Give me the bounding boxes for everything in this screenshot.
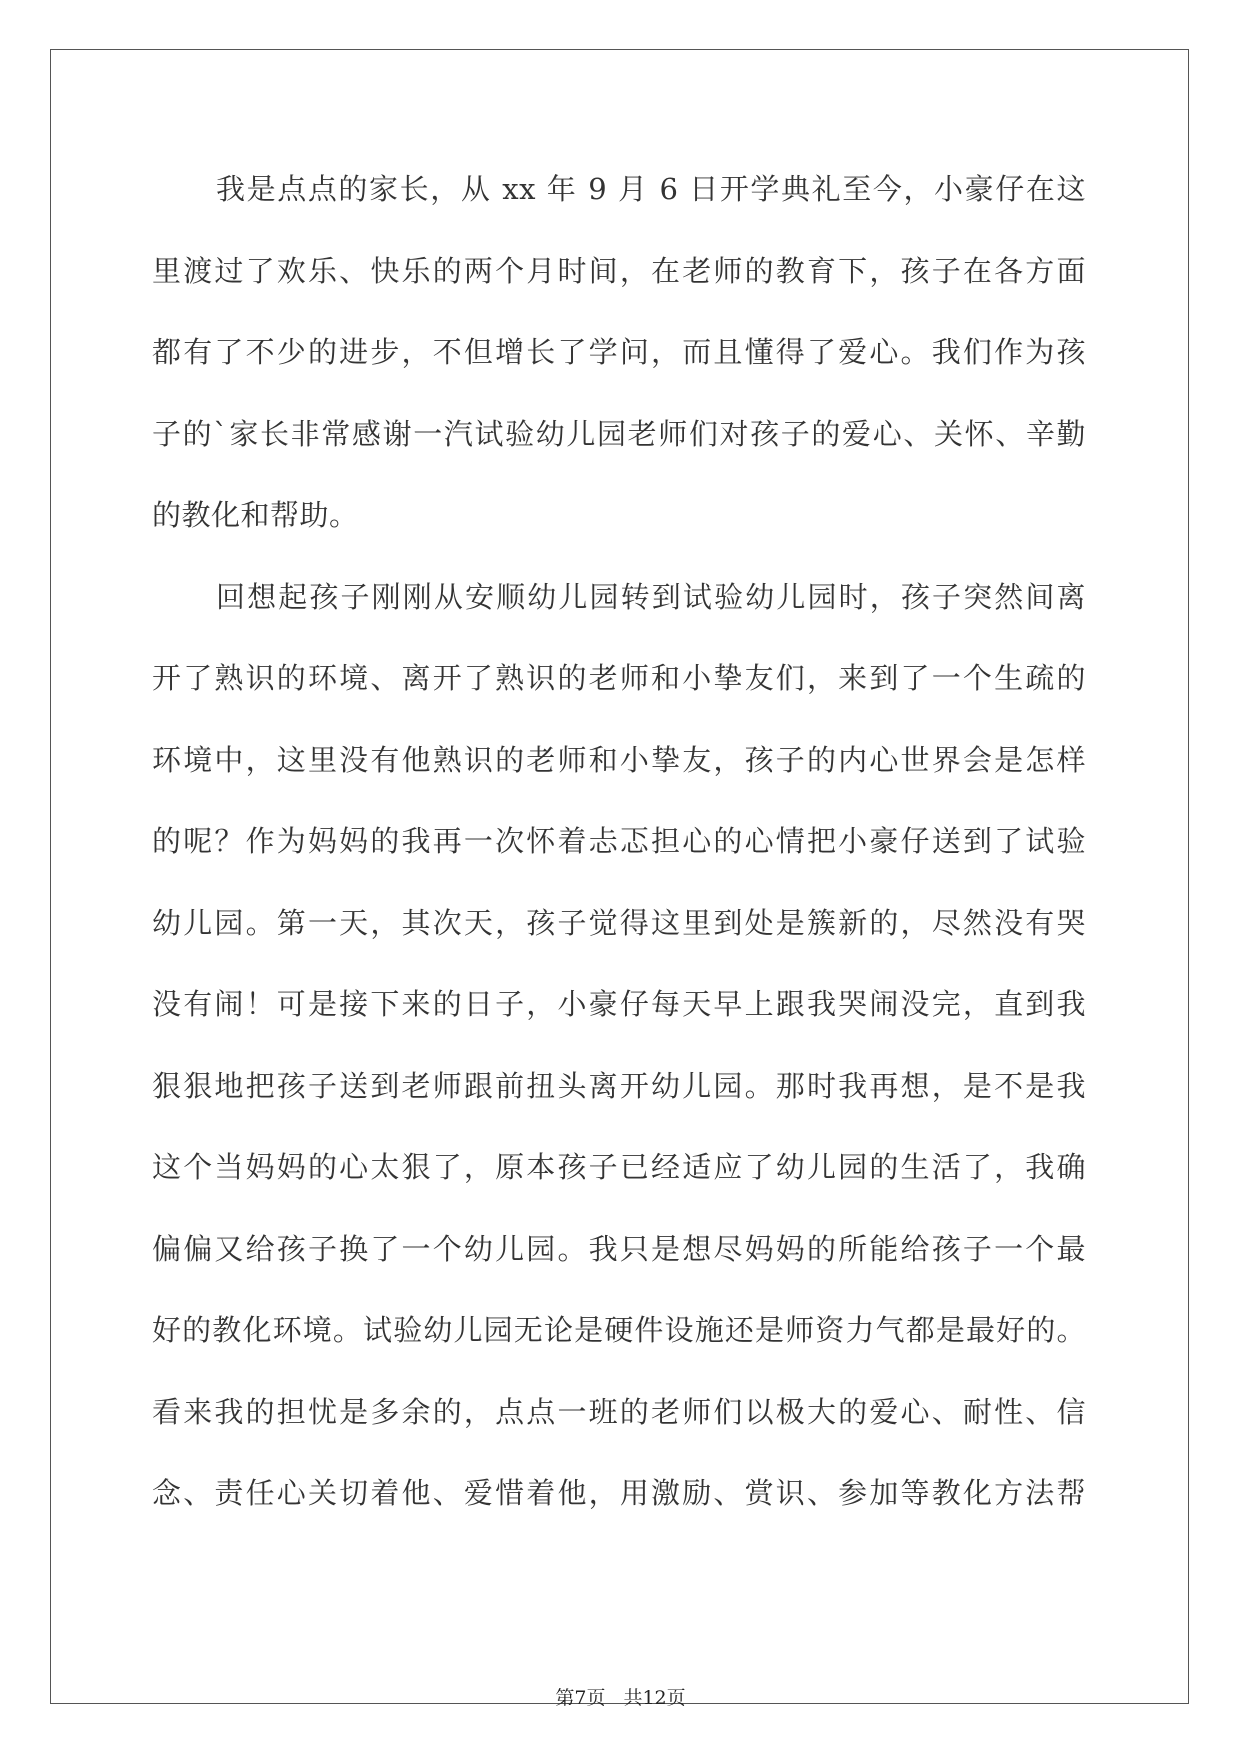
text-line: 幼儿园。第一天，其次天，孩子觉得这里到处是簇新的，尽然没有哭 bbox=[152, 905, 1086, 940]
text-line: 都有了不少的进步，不但增长了学问，而且懂得了爱心。我们作为孩 bbox=[152, 335, 1086, 369]
text-line: 里渡过了欢乐、快乐的两个月时间，在老师的教育下，孩子在各方面 bbox=[152, 253, 1086, 288]
text-line: 我是点点的家长，从 xx 年 9 月 6 日开学典礼至今，小豪仔在这 bbox=[216, 172, 1086, 206]
page-footer bbox=[0, 1683, 1241, 1710]
text-line: 狠狠地把孩子送到老师跟前扭头离开幼儿园。那时我再想，是不是我 bbox=[152, 1068, 1086, 1103]
text-line: 开了熟识的环境、离开了熟识的老师和小挚友们，来到了一个生疏的 bbox=[152, 661, 1086, 695]
text-line: 的呢？作为妈妈的我再一次怀着忐忑担心的心情把小豪仔送到了试验 bbox=[152, 824, 1086, 858]
page-number: 第7页 bbox=[555, 1687, 606, 1709]
text-line: 子的`家长非常感谢一汽试验幼儿园老师们对孩子的爱心、关怀、辛勤 bbox=[152, 416, 1086, 451]
document-body bbox=[152, 159, 1086, 1545]
text-line: 看来我的担忧是多余的，点点一班的老师们以极大的爱心、耐性、信 bbox=[152, 1394, 1086, 1429]
text-line: 没有闹！可是接下来的日子，小豪仔每天早上跟我哭闹没完，直到我 bbox=[152, 987, 1086, 1021]
text-line: 回想起孩子刚刚从安顺幼儿园转到试验幼儿园时，孩子突然间离 bbox=[216, 579, 1086, 614]
text-line: 偏偏又给孩子换了一个幼儿园。我只是想尽妈妈的所能给孩子一个最 bbox=[152, 1231, 1086, 1266]
text-line: 念、责任心关切着他、爱惜着他，用激励、赏识、参加等教化方法帮 bbox=[152, 1476, 1086, 1510]
text-line: 环境中，这里没有他熟识的老师和小挚友，孩子的内心世界会是怎样 bbox=[152, 742, 1086, 777]
text-line: 好的教化环境。试验幼儿园无论是硬件设施还是师资力气都是最好的。 bbox=[152, 1313, 1086, 1347]
text-line: 这个当妈妈的心太狠了，原本孩子已经适应了幼儿园的生活了，我确 bbox=[152, 1150, 1086, 1184]
page-total: 共12页 bbox=[623, 1687, 686, 1709]
text-line: 的教化和帮助。 bbox=[152, 498, 359, 532]
